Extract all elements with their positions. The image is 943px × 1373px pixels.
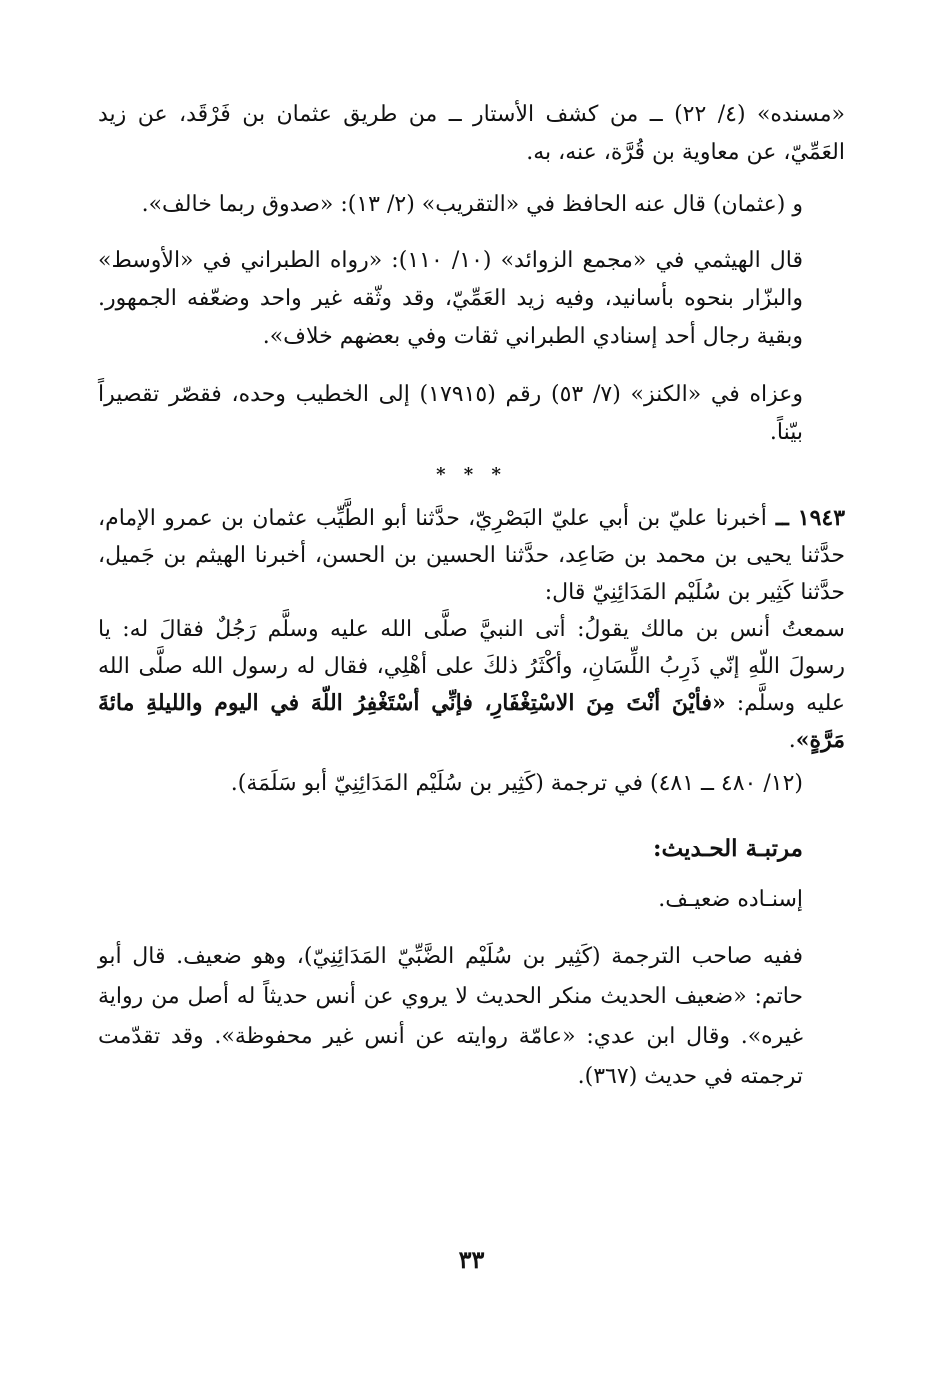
hadith-reference: (١٢/ ٤٨٠ ــ ٤٨١) في ترجمة (كَثِير بن سُلَيْم المَدَائِنِيّ أبو سَلَمَة).: [230, 771, 803, 796]
hadith-number: ١٩٤٣: [797, 505, 846, 531]
matn-end: .: [788, 728, 796, 753]
isnad-text: أخبرنا عليّ بن أبي عليّ البَصْرِيّ، حدَّثنا أبو الطَّيِّب عثمان بن عمرو الإمام، حدَّثنا يحيى بن محمد بن صَاعِد، حدَّثنا الحسين بن الحسن، أخبرنا الهيثم بن جَميل، حدَّثنا كَثِير بن سُلَيْم المَدَائِنِيّ قال:: [98, 506, 845, 605]
matn-prophetic-saying: «فأيْنَ أنْتَ مِنَ الاسْتِغْفَارِ، فإنِّي أسْتَغْفِرُ اللّهَ في اليوم والليلةِ مائةَ مَرَّةٍ»: [98, 690, 845, 753]
paragraph-kanz: وعزاه في «الكنز» (٧/ ٥٣) رقم (١٧٩١٥) إلى الخطيب وحده، فقصّر تقصيراً بيّناً.: [98, 382, 804, 445]
grade-verdict: إسنـاده ضعيـف.: [658, 887, 803, 912]
page-number: ٣٣: [458, 1245, 485, 1274]
paragraph-haythami: قال الهيثمي في «مجمع الزوائد» (١٠/ ١١٠): «رواه الطبراني في «الأوسط» والبزّار بنحوه بأسانيد، وفيه زيد العَمِّيّ، وقد وثّقه غير واحد وضعّفه الجمهور. وبقية رجال أحد إسنادي الطبراني ثقات وفي بعضهم خلاف».: [98, 248, 804, 349]
paragraph-source: «مسنده» (٤/ ٢٢) ــ من كشف الأستار ــ من طريق عثمان بن فَرْقَد، عن زيد العَمِّيّ، عن معاوية بن قُرَّة، عنه، به.: [98, 102, 845, 165]
paragraph-uthman-grading: و (عثمان) قال عنه الحافظ في «التقريب» (٢/ ١٣): «صدوق ربما خالف».: [141, 192, 803, 217]
section-separator: * * *: [436, 464, 507, 485]
hadith-matn: [98, 611, 845, 759]
hadith-dash: ــ: [766, 505, 798, 531]
hadith-isnad: [98, 500, 845, 611]
grade-reason: ففيه صاحب الترجمة (كَثِير بن سُلَيْم الضَّبِّيّ المَدَائِنِيّ)، وهو ضعيف. قال أبو حاتم: «ضعيف الحديث منكر الحديث لا يروي عن أنس حديثاً له أصل من رواية غيره». وقال ابن عدي: «عامّة روايته عن أنس غير محفوظة». وقد تقدّمت ترجمته في حديث (٣٦٧).: [98, 944, 803, 1089]
matn-text: سمعتُ أنس بن مالك يقولُ: أتى النبيَّ صلَّى الله عليه وسلَّم رَجُلٌ فقالَ له: يا رسولَ اللّهِ إنّي ذَرِبُ اللِّسَانِ، وأكْثَرُ ذلكَ على أهْلِي، فقال له رسول الله صلَّى الله عليه وسلَّم:: [98, 617, 845, 716]
grade-heading: مرتبـة الحـديث:: [653, 835, 803, 862]
